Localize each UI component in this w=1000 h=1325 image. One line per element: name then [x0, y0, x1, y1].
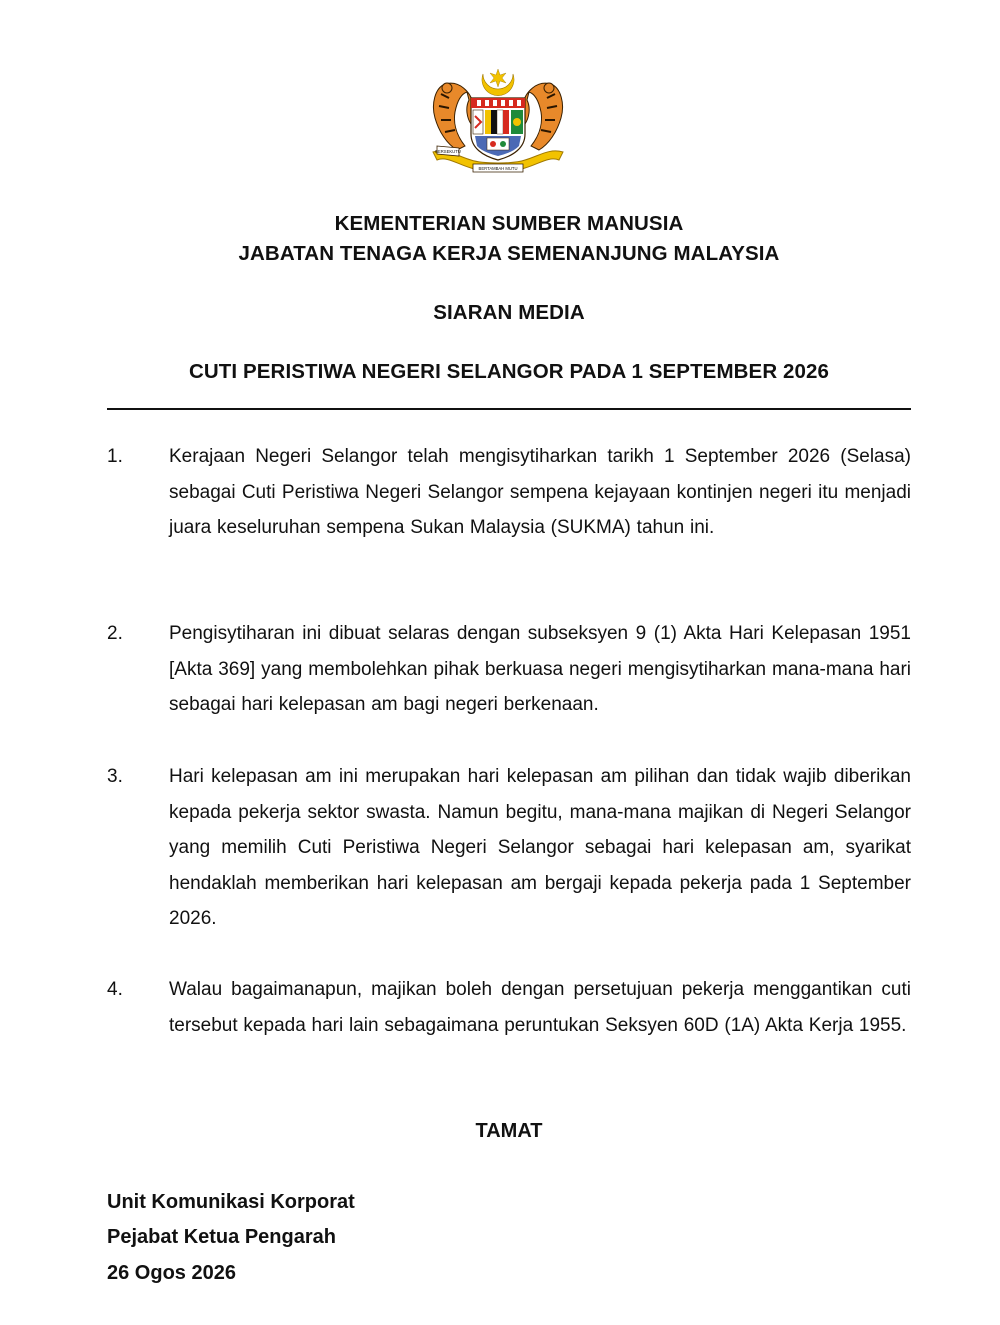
header-divider — [107, 408, 911, 410]
closing-mark: TAMAT — [475, 1120, 543, 1142]
crest-motto-center: BERTAMBAH MUTU — [478, 166, 518, 171]
paragraph-3 — [107, 759, 911, 937]
paragraph-text: Pengisytiharan ini dibuat selaras dengan subseksyen 9 (1) Akta Hari Kelepasan 1951 [Akta 369] yang membolehkan pihak berkuasa negeri mengisytiharkan mana-mana hari sebagai hari kelepasan am bagi negeri berkenaan. — [169, 623, 911, 715]
ministry-title: KEMENTERIAN SUMBER MANUSIA — [334, 212, 684, 235]
department-title: JABATAN TENAGA KERJA SEMENANJUNG MALAYSIA — [238, 242, 780, 265]
paragraph-number: 4. — [107, 979, 123, 1000]
signature-unit: Unit Komunikasi Korporat — [107, 1191, 355, 1213]
paragraph-1 — [107, 439, 911, 546]
signature-date: 26 Ogos 2026 — [107, 1262, 236, 1284]
document-type-title: SIARAN MEDIA — [433, 301, 585, 324]
malaysia-coat-of-arms-icon — [427, 64, 569, 180]
signature-office: Pejabat Ketua Pengarah — [107, 1226, 336, 1248]
paragraph-number: 2. — [107, 623, 123, 644]
paragraph-2 — [107, 616, 911, 723]
paragraph-text: Hari kelepasan am ini merupakan hari kelepasan am pilihan dan tidak wajib diberikan kepada pekerja sektor swasta. Namun begitu, mana-mana majikan di Negeri Selangor yang memilih Cuti Peristiwa Negeri Selangor sebagai hari kelepasan am, syarikat hendaklah memberikan hari kelepasan am bergaji kepada pekerja pada 1 September 2026. — [169, 766, 911, 929]
paragraph-number: 3. — [107, 766, 123, 787]
subject-title: CUTI PERISTIWA NEGERI SELANGOR PADA 1 SEPTEMBER 2026 — [188, 360, 830, 383]
paragraph-text: Walau bagaimanapun, majikan boleh dengan persetujuan pekerja menggantikan cuti tersebut kepada hari lain sebagaimana peruntukan Seksyen 60D (1A) Akta Kerja 1955. — [169, 979, 911, 1036]
crest-motto-left: BERSEKUTU — [435, 149, 461, 154]
paragraph-text: Kerajaan Negeri Selangor telah mengisytiharkan tarikh 1 September 2026 (Selasa) sebagai Cuti Peristiwa Negeri Selangor sempena kejayaan kontinjen negeri itu menjadi juara keseluruhan sempena Sukan Malaysia (SUKMA) tahun ini. — [169, 446, 911, 538]
paragraph-number: 1. — [107, 446, 123, 467]
paragraph-4 — [107, 972, 911, 1043]
